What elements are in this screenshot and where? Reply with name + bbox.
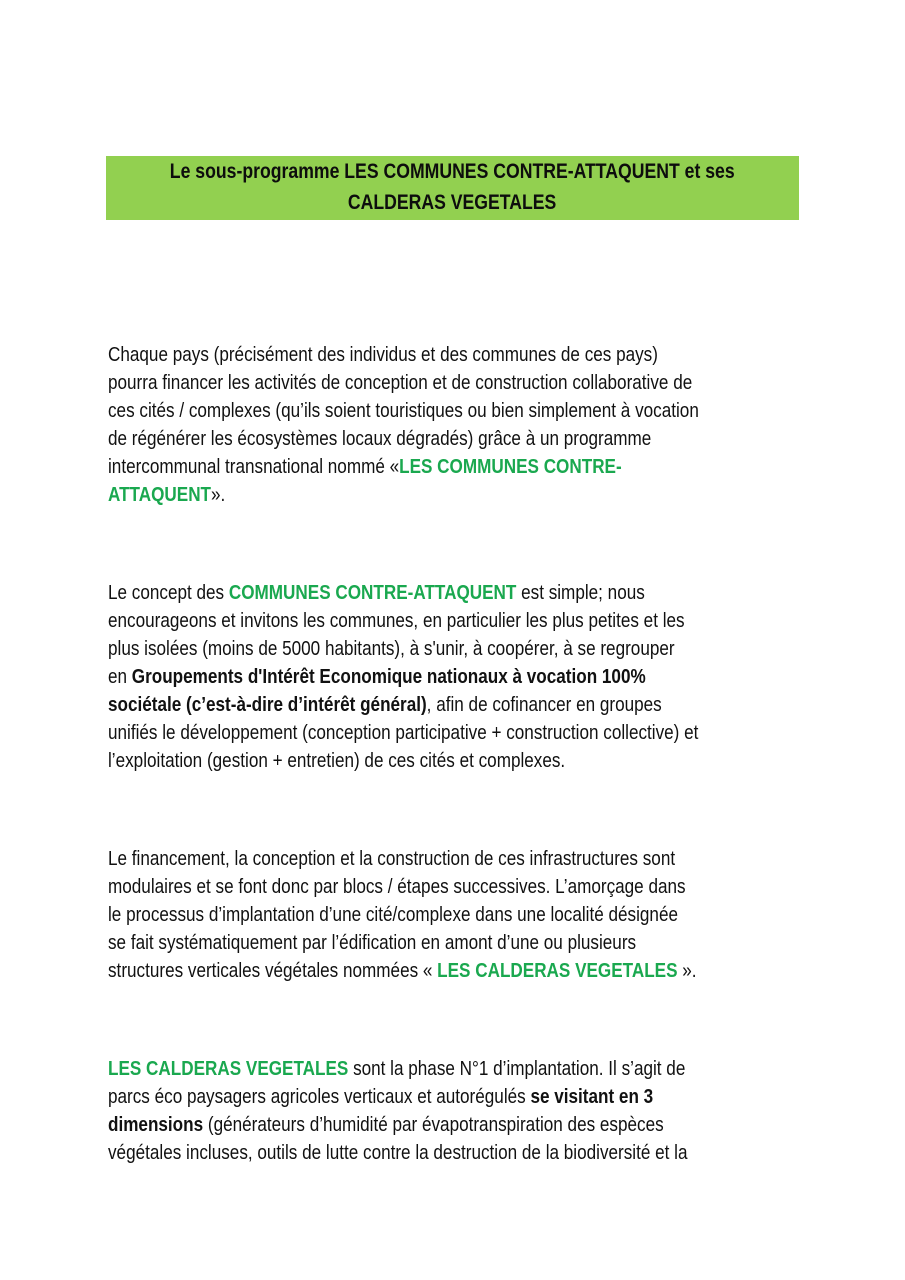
- title-banner: [106, 156, 799, 220]
- text-line: [108, 1113, 664, 1137]
- text-line: [108, 371, 692, 395]
- text-line: [108, 455, 622, 479]
- text-line: [108, 665, 646, 689]
- text-segment: végétales incluses, outils de lutte contre la destruction de la biodiversité et la: [108, 1141, 688, 1164]
- highlight-green-text: LES CALDERAS VEGETALES: [437, 959, 678, 982]
- text-line: [108, 693, 662, 717]
- bold-text: Groupements d'Intérêt Economique nationaux à vocation 100%: [131, 665, 646, 688]
- text-line: [108, 749, 565, 773]
- text-segment: sont la phase N°1 d’implantation. Il s’agit de: [348, 1057, 686, 1080]
- text-segment: est simple; nous: [516, 581, 645, 604]
- text-line: [108, 721, 698, 745]
- text-line: [108, 847, 675, 871]
- text-segment: l’exploitation (gestion + entretien) de ces cités et complexes.: [108, 749, 566, 772]
- text-line: [108, 903, 678, 927]
- highlight-green-text: ATTAQUENT: [108, 483, 212, 506]
- text-line: [108, 609, 685, 633]
- text-segment: le processus d’implantation d’une cité/complexe dans une localité désignée: [108, 903, 678, 926]
- text-line: [108, 637, 675, 661]
- text-segment: Chaque pays (précisément des individus et des communes de ces pays): [108, 343, 658, 366]
- text-segment: plus isolées (moins de 5000 habitants), à s'unir, à coopérer, à se regrouper: [108, 637, 675, 660]
- text-line: [108, 427, 651, 451]
- text-segment: intercommunal transnational nommé «: [108, 455, 400, 478]
- text-segment: Le financement, la conception et la construction de ces infrastructures sont: [108, 847, 676, 870]
- bold-text: sociétale (c’est-à-dire d’intérêt général): [108, 693, 427, 716]
- title-text-2: CALDERAS VEGETALES: [348, 191, 557, 214]
- text-segment: ».: [211, 483, 226, 506]
- text-segment: , afin de cofinancer en groupes: [426, 693, 662, 716]
- text-segment: ces cités / complexes (qu’ils soient touristiques ou bien simplement à vocation: [108, 399, 699, 422]
- bold-text: dimensions: [108, 1113, 204, 1136]
- highlight-green-text: LES COMMUNES CONTRE-: [399, 455, 622, 478]
- text-segment: structures verticales végétales nommées «: [108, 959, 438, 982]
- text-line: [108, 399, 699, 423]
- text-segment: encourageons et invitons les communes, en particulier les plus petites et les: [108, 609, 685, 632]
- text-line: [108, 581, 645, 605]
- text-segment: parcs éco paysagers agricoles verticaux et autorégulés: [108, 1085, 531, 1108]
- bold-text: se visitant en 3: [530, 1085, 654, 1108]
- text-line: [108, 483, 225, 507]
- text-line: [108, 959, 697, 983]
- highlight-green-text: COMMUNES CONTRE-ATTAQUENT: [228, 581, 517, 604]
- text-line: [108, 1141, 687, 1165]
- text-segment: unifiés le développement (conception participative + construction collective) et: [108, 721, 699, 744]
- text-segment: modulaires et se font donc par blocs / étapes successives. L’amorçage dans: [108, 875, 686, 898]
- title-line-2: [106, 191, 799, 215]
- text-line: [108, 1057, 685, 1081]
- title-text-1: Le sous-programme LES COMMUNES CONTRE-ATTAQUENT et ses: [170, 160, 735, 183]
- text-segment: pourra financer les activités de conception et de construction collaborative de: [108, 371, 693, 394]
- text-line: [108, 931, 636, 955]
- text-segment: se fait systématiquement par l’édification en amont d’une ou plusieurs: [108, 931, 637, 954]
- text-segment: de régénérer les écosystèmes locaux dégradés) grâce à un programme: [108, 427, 652, 450]
- text-segment: en: [108, 665, 132, 688]
- text-segment: Le concept des: [108, 581, 229, 604]
- text-line: [108, 1085, 653, 1109]
- text-segment: (générateurs d’humidité par évapotranspiration des espèces: [203, 1113, 664, 1136]
- text-line: [108, 875, 686, 899]
- highlight-green-text: LES CALDERAS VEGETALES: [108, 1057, 349, 1080]
- text-line: [108, 343, 658, 367]
- text-segment: ».: [677, 959, 697, 982]
- title-line-1: [106, 160, 799, 184]
